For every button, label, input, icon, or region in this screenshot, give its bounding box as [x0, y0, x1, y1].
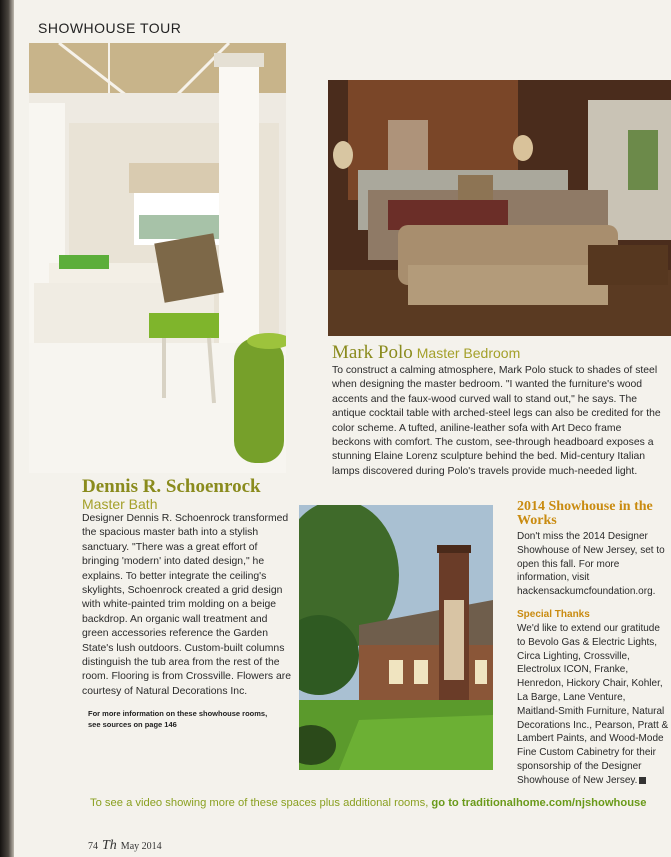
special-thanks-title: Special Thanks: [517, 609, 590, 620]
mark-polo-name: Mark Polo: [332, 342, 413, 363]
th-logo: Th: [102, 838, 117, 853]
master-bedroom-photo: [328, 80, 671, 336]
showhouse-2014-body: Don't miss the 2014 Designer Showhouse of New Jersey, set to open this fall. For more information, visit hackensackumcfoundation.org.: [517, 531, 665, 598]
house-exterior-photo: [299, 505, 493, 770]
dennis-room: Master Bath: [82, 496, 158, 512]
special-thanks-body: [517, 622, 669, 788]
folio: [88, 838, 162, 854]
page-number: 74: [88, 841, 98, 852]
section-label: SHOWHOUSE TOUR: [38, 20, 182, 36]
binding-gutter: [0, 0, 14, 857]
end-mark-icon: [639, 777, 646, 784]
dennis-name: Dennis R. Schoenrock: [82, 476, 261, 497]
special-thanks-text: We'd like to extend our gratitude to Bevolo Gas & Electric Lights, Circa Lighting, Crossville, Electrolux ICON, Franke, Henredon, Hickory Chair, Kohler, La Barge, Lane Venture, Maitland-Smith Furniture, Natural Decorations Inc., Pearson, Pratt & Lambert Paints, and Wood-Mode Fine Custom Cabinetry for their sponsorship of the Designer Showhouse of New Jersey.: [517, 623, 669, 786]
footer-cta: [90, 797, 670, 809]
master-bath-photo: [29, 43, 286, 473]
magazine-page: [14, 0, 671, 857]
mark-polo-room: Master Bedroom: [416, 345, 521, 361]
footer-cta-link[interactable]: go to traditionalhome.com/njshowhouse: [431, 797, 647, 809]
mark-polo-heading: [332, 342, 520, 364]
mark-polo-body: To construct a calming atmosphere, Mark Polo stuck to shades of steel when designing the master bedroom. "I wanted the furniture's wood accents and the faux-wood curved wall to stand out," he says. The antique cocktail table with arched-steel legs can also be credited for the color scheme. A tufted, aniline-leather sofa with Art Deco frame beckons with comfort. The custom, see-through headboard exposes a stunning Elaine Lorenz sculpture behind the bed. Mid-century Italian lamps discovered during Polo's travels provide much-needed light.: [332, 365, 661, 477]
footer-cta-text: To see a video showing more of these spaces plus additional rooms,: [90, 797, 429, 809]
sources-note: For more information on these showhouse rooms, see sources on page 146: [88, 709, 268, 729]
dennis-body: Designer Dennis R. Schoenrock transformed the spacious master bath into a stylish sanctuary. "There was a great effort of bringing 'modern' into dated design," he explains. To better integrate the ceiling's skylights, Schoenrock created a grid design with white-painted trim molding on a beige backdrop. An organic wall treatment and green accessories reference the Garden State's lush outdoors. Custom-built columns distinguish the tub area from the rest of the room. Flooring is from Crossville. Flowers are courtesy of Natural Decorations Inc.: [82, 513, 292, 697]
issue-date: May 2014: [120, 841, 162, 852]
showhouse-2014-title: 2014 Showhouse in the Works: [517, 499, 653, 528]
